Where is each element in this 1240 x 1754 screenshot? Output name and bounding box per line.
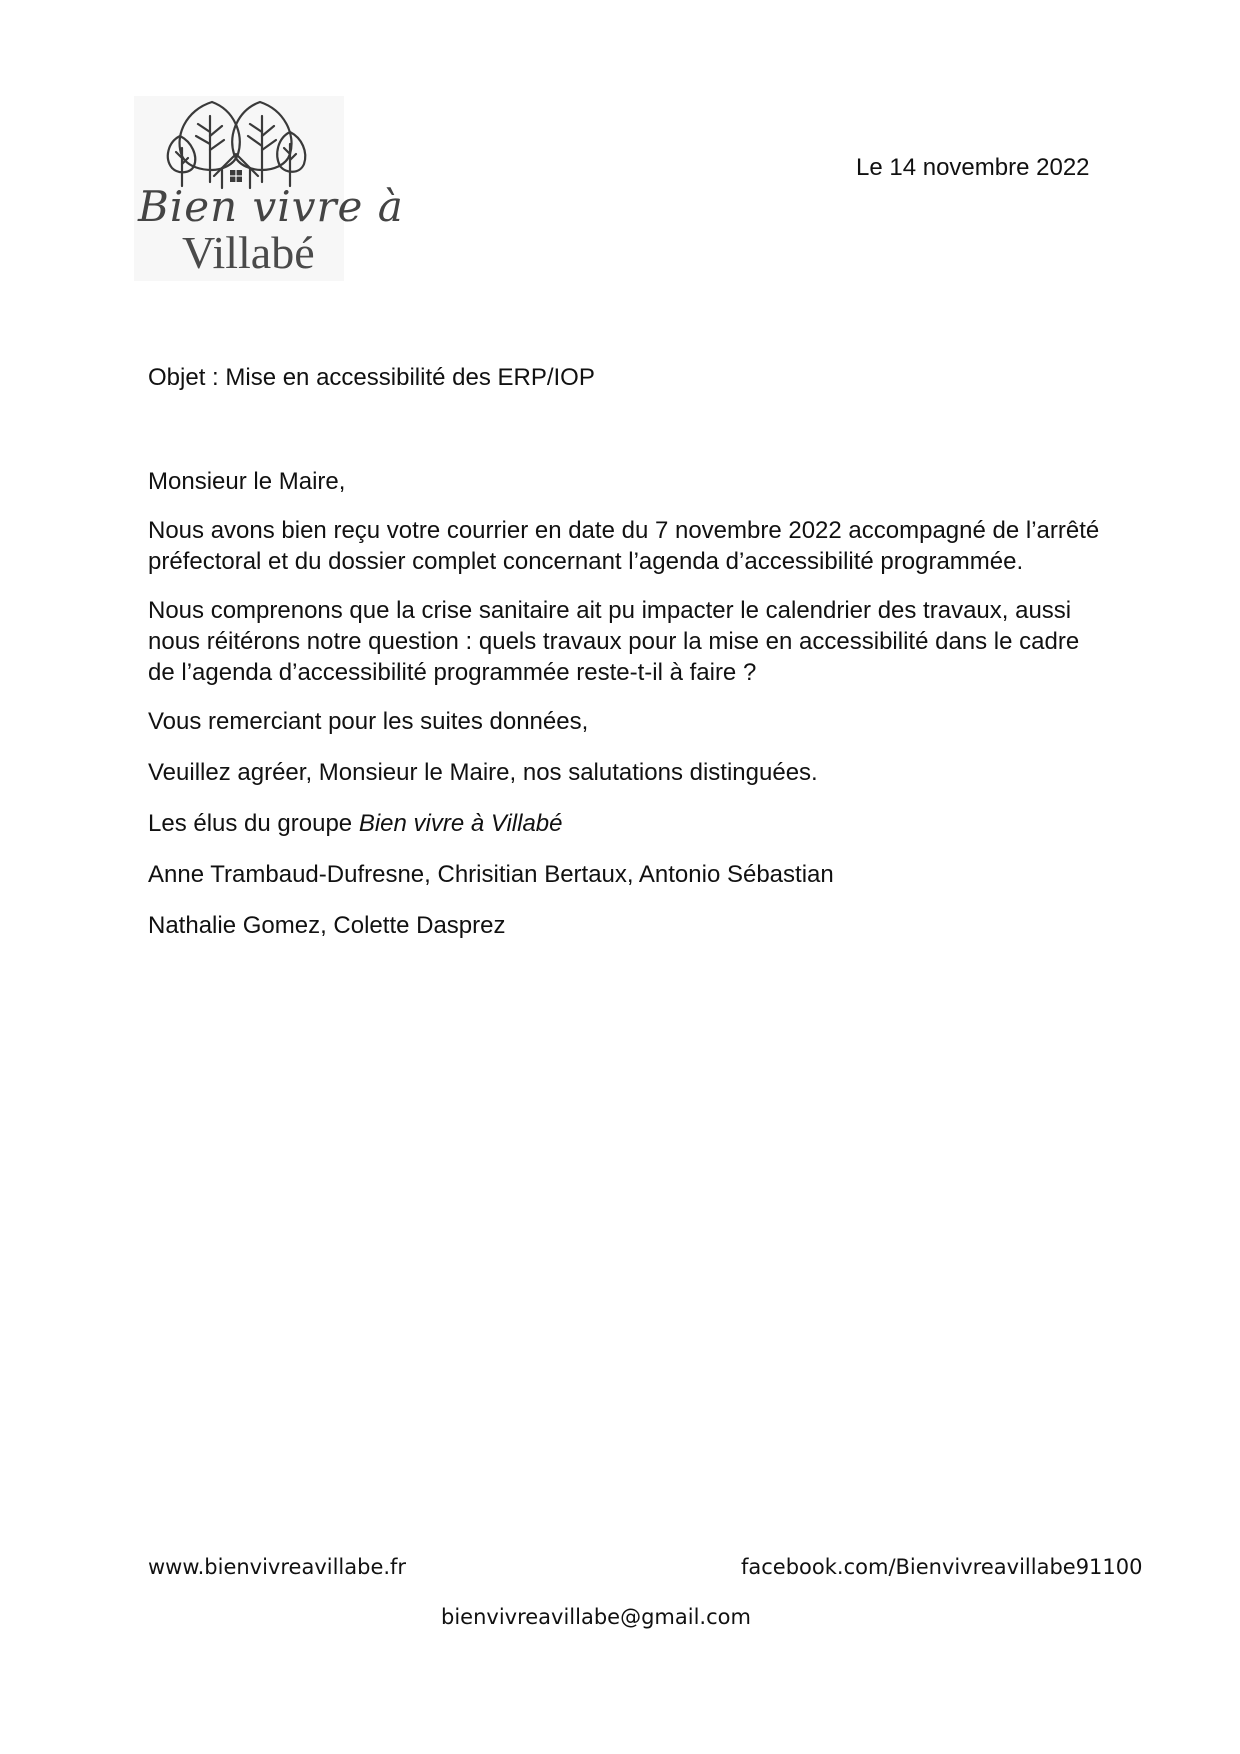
letter-subject: Objet : Mise en accessibilité des ERP/IOP — [148, 364, 595, 391]
signature-names-line1: Anne Trambaud-Dufresne, Chrisitian Bertaux, Antonio Sébastian — [148, 861, 834, 888]
salutation: Monsieur le Maire, — [148, 468, 346, 495]
signature-group — [148, 808, 1108, 839]
paragraph-closing: Veuillez agréer, Monsieur le Maire, nos salutations distinguées. — [148, 759, 818, 786]
paragraph-acknowledgement: Nous avons bien reçu votre courrier en date du 7 novembre 2022 accompagné de l’arrêté préfectoral et du dossier complet concernant l’agenda d’accessibilité programmée. — [148, 517, 1100, 575]
paragraph-thanks: Vous remerciant pour les suites données, — [148, 708, 589, 735]
letter-date: Le 14 novembre 2022 — [856, 154, 1090, 181]
logo — [134, 96, 404, 281]
footer-email[interactable]: bienvivreavillabe@gmail.com — [441, 1605, 751, 1629]
logo-town-name: Villabé — [182, 227, 315, 278]
paragraph-question: Nous comprenons que la crise sanitaire ait pu impacter le calendrier des travaux, aussi nous réitérons notre question : quels travaux pour la mise en accessibilité dans le cadre de l’agenda d’accessibilité programmée reste-t-il à faire ? — [148, 597, 1080, 686]
house-trees-icon — [134, 96, 344, 196]
letter-body — [148, 466, 1108, 961]
footer-website[interactable]: www.bienvivreavillabe.fr — [148, 1555, 407, 1579]
signature-prefix: Les élus du groupe — [148, 810, 359, 837]
signature-group-name: Bien vivre à Villabé — [358, 810, 563, 837]
logo-tagline: Bien vivre à — [138, 182, 404, 231]
signature-names-line2: Nathalie Gomez, Colette Dasprez — [148, 912, 506, 939]
footer-facebook[interactable]: facebook.com/Bienvivreavillabe91100 — [741, 1555, 1143, 1579]
